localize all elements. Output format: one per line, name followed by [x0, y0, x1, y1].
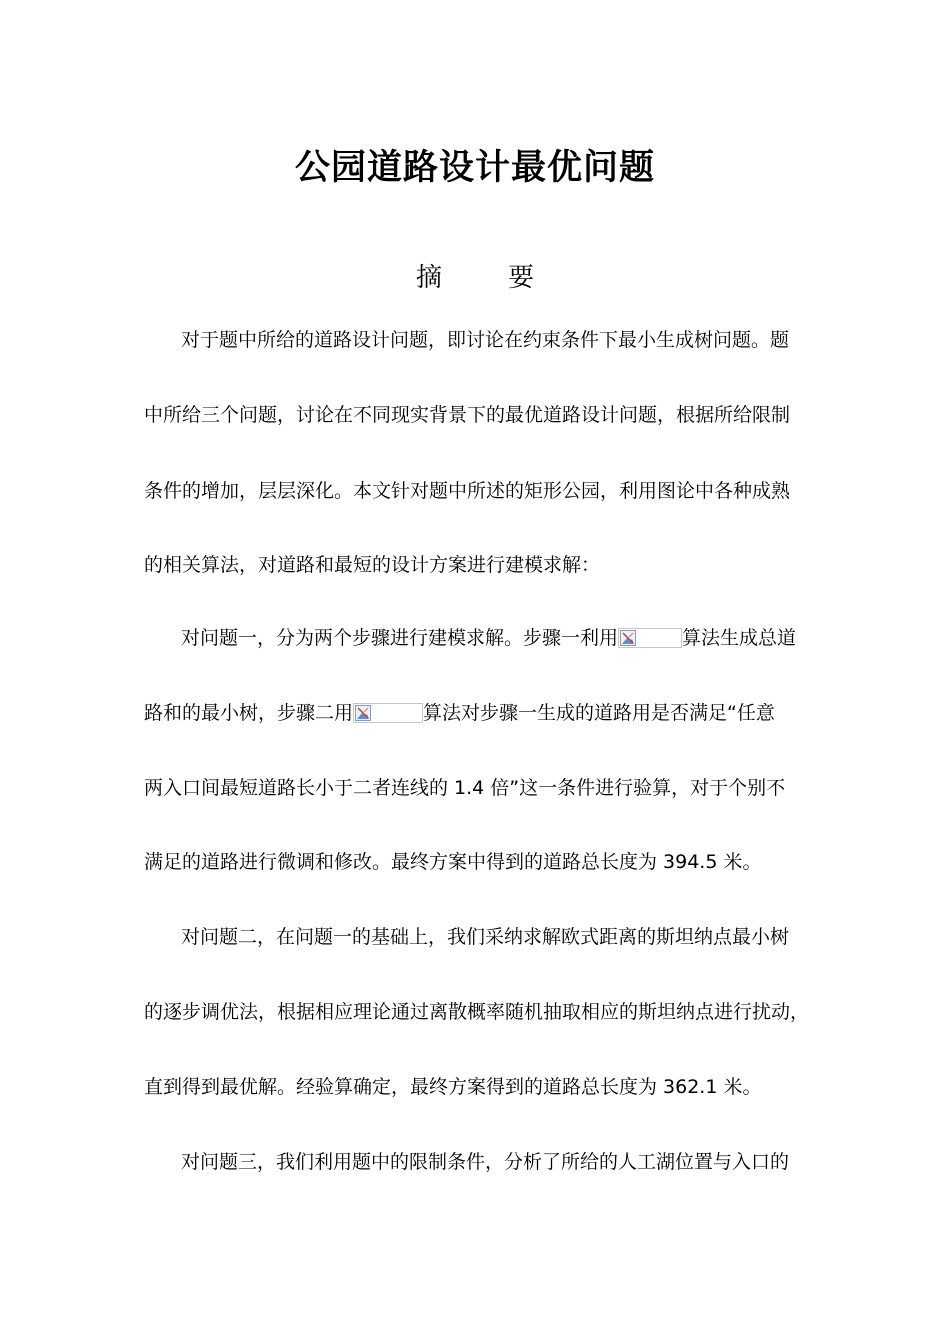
abstract-heading-char-1: 摘 [415, 263, 442, 293]
broken-image-icon [620, 630, 636, 646]
broken-image-icon [355, 705, 371, 721]
paragraph-line: 两入口间最短道路长小于二者连线的 1.4 倍”这一条件进行验算，对于个别不 [144, 777, 786, 799]
paragraph-line: 对问题三，我们利用题中的限制条件，分析了所给的人工湖位置与入口的 [181, 1151, 790, 1173]
abstract-heading [0, 258, 950, 298]
paragraph-line: 中所给三个问题，讨论在不同现实背景下的最优道路设计问题，根据所给限制 [144, 404, 791, 426]
line-text-after-image: 算法生成总道 [682, 627, 797, 649]
paragraph-line: 的逐步调优法，根据相应理论通过离散概率随机抽取相应的斯坦纳点进行扰动， [144, 1001, 810, 1023]
line-text-before-image: 对问题一，分为两个步骤进行建模求解。步骤一利用 [181, 627, 619, 649]
paragraph-line [144, 698, 824, 728]
line-text-before-image: 路和的最小树，步骤二用 [144, 702, 354, 724]
paragraph-line: 对于题中所给的道路设计问题，即讨论在约束条件下最小生成树问题。题 [181, 329, 790, 351]
paragraph-line: 的相关算法，对道路和最短的设计方案进行建模求解： [144, 554, 601, 576]
page-title: 公园道路设计最优问题 [294, 148, 655, 188]
paragraph-line: 满足的道路进行微调和修改。最终方案中得到的道路总长度为 394.5 米。 [144, 851, 762, 873]
paragraph-line [181, 623, 861, 653]
broken-image-placeholder [353, 703, 423, 723]
paragraph-line: 直到得到最优解。经验算确定，最终方案得到的道路总长度为 362.1 米。 [144, 1076, 762, 1098]
broken-image-placeholder [618, 628, 682, 648]
paragraph-line: 条件的增加，层层深化。本文针对题中所述的矩形公园，利用图论中各种成熟 [144, 480, 791, 502]
abstract-heading-char-2: 要 [508, 263, 535, 293]
line-text-after-image: 算法对步骤一生成的道路用是否满足“任意 [423, 702, 775, 724]
paragraph-line: 对问题二，在问题一的基础上，我们采纳求解欧式距离的斯坦纳点最小树 [181, 926, 790, 948]
